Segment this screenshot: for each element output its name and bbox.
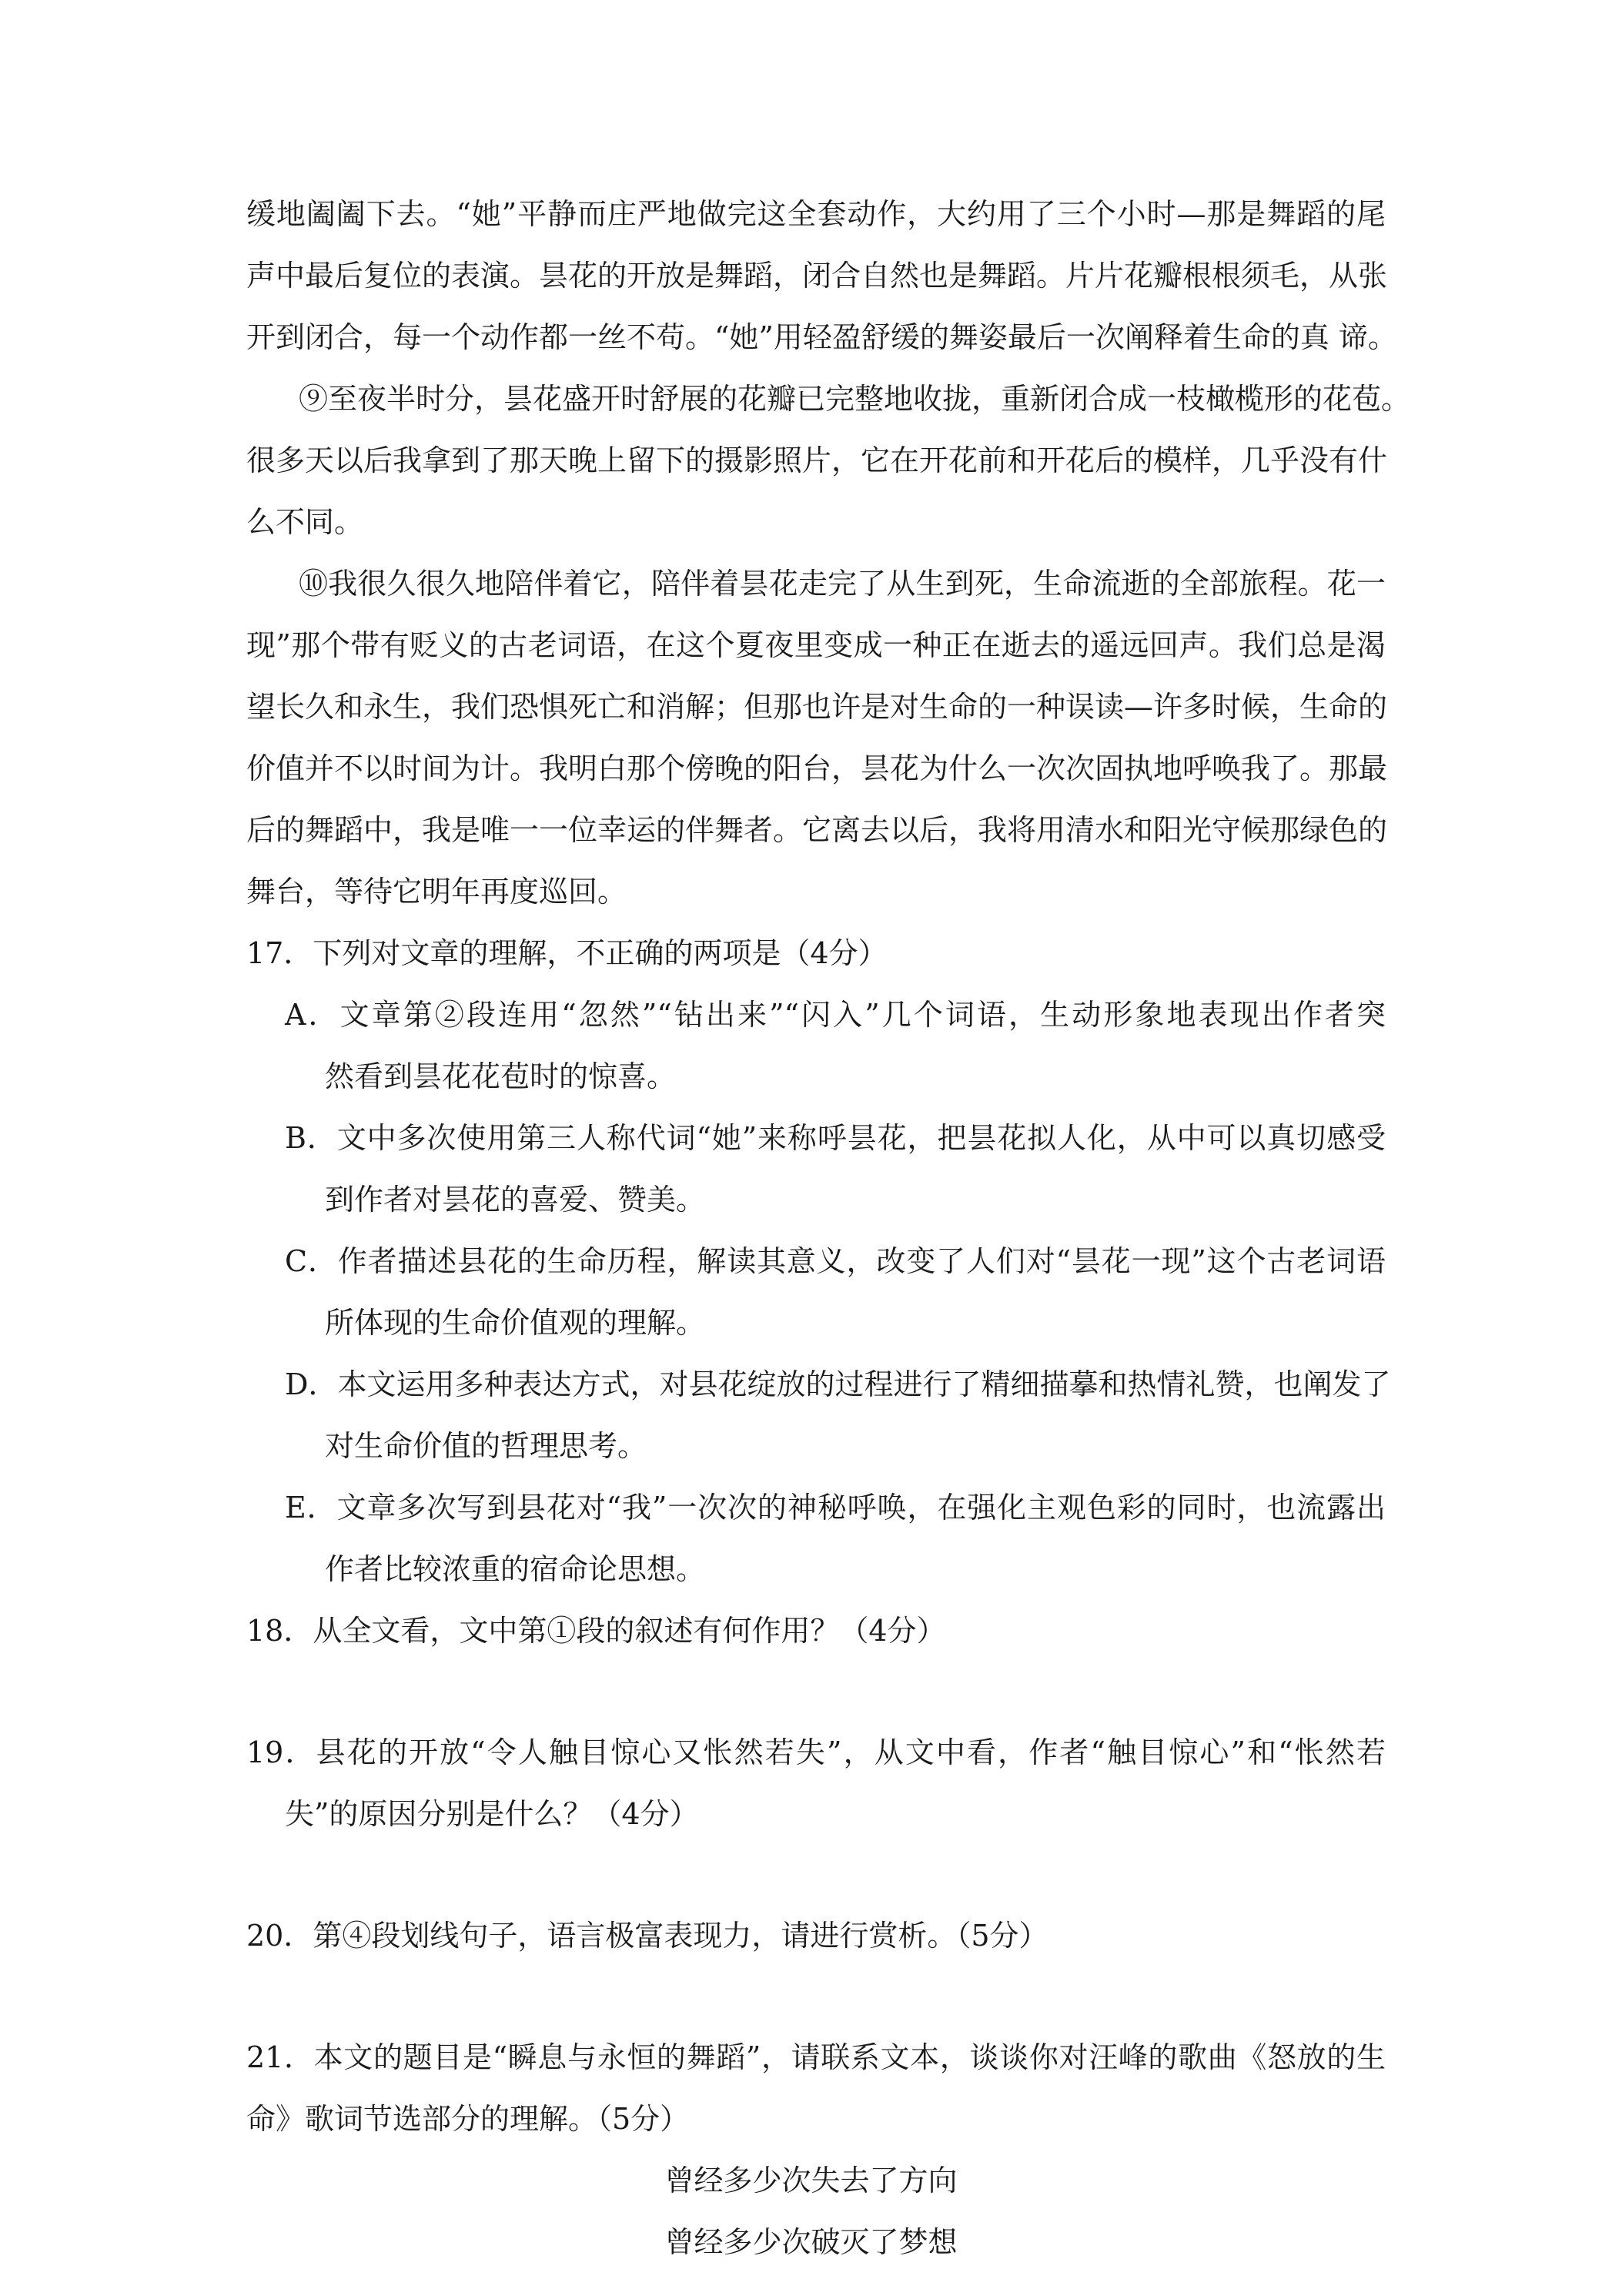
passage-line: 开到闭合，每一个动作都一丝不苟。“她”用轻盈舒缓的舞姿最后一次阐释着生命的真 谛。 xyxy=(246,320,1397,354)
option-a: A．文章第②段连用“忽然”“钻出来”“闪入”几个词语，生动形象地表现出作者突 xyxy=(285,998,1386,1032)
question-18: 18．从全文看，文中第①段的叙述有何作用？（4分） xyxy=(246,1614,946,1648)
option-a-cont: 然看到昙花花苞时的惊喜。 xyxy=(325,1059,677,1093)
option-c: C．作者描述县花的生命历程，解读其意义，改变了人们对“昙花一现”这个古老词语 xyxy=(285,1244,1386,1278)
lyric-line: 曾经多少次失去了方向 xyxy=(664,2164,958,2197)
option-d-cont: 对生命价值的哲理思考。 xyxy=(325,1429,647,1463)
passage-line: 望长久和永生，我们恐惧死亡和消解；但那也许是对生命的一种误读—许多时候，生命的 xyxy=(246,690,1388,724)
question-20: 20．第④段划线句子，语言极富表现力，请进行赏析。（5分） xyxy=(246,1919,1048,1953)
option-e-cont: 作者比较浓重的宿命论思想。 xyxy=(325,1552,706,1586)
question-stem: 17．下列对文章的理解，不正确的两项是（4分） xyxy=(246,936,888,970)
passage-line: 价值并不以时间为计。我明白那个傍晚的阳台，昙花为什么一次次固执地呼唤我了。那最 xyxy=(246,751,1388,785)
question-21-cont: 命》歌词节选部分的理解。（5分） xyxy=(246,2102,690,2136)
question-19: 19．县花的开放“令人触目惊心又怅然若失”，从文中看，作者“触目惊心”和“怅然若 xyxy=(246,1735,1386,1769)
option-d: D．本文运用多种表达方式，对县花绽放的过程进行了精细描摹和热情礼赞，也阐发了 xyxy=(285,1367,1391,1401)
option-e: E．文章多次写到县花对“我”一次次的神秘呼唤，在强化主观色彩的同时，也流露出 xyxy=(285,1491,1386,1525)
passage-line: 么不同。 xyxy=(246,505,364,539)
passage-line: 缓地阖阖下去。“她”平静而庄严地做完这全套动作，大约用了三个小时—那是舞蹈的尾 xyxy=(246,197,1386,231)
question-19-cont: 失”的原因分别是什么？（4分） xyxy=(285,1797,699,1831)
passage-line: 声中最后复位的表演。昙花的开放是舞蹈，闭合自然也是舞蹈。片片花瓣根根须毛，从张 xyxy=(246,259,1388,293)
passage-line: 后的舞蹈中，我是唯一一位幸运的伴舞者。它离去以后，我将用清水和阳光守候那绿色的 xyxy=(246,813,1388,847)
passage-line: ⑩我很久很久地陪伴着它，陪伴着昙花走完了从生到死，生命流逝的全部旅程。花一 xyxy=(299,567,1386,601)
option-b-cont: 到作者对昙花的喜爱、赞美。 xyxy=(325,1183,706,1217)
passage-line: 很多天以后我拿到了那天晚上留下的摄影照片，它在开花前和开花后的模样，几乎没有什 xyxy=(246,443,1388,477)
option-b: B．文中多次使用第三人称代词“她”来称呼昙花，把昙花拟人化，从中可以真切感受 xyxy=(285,1121,1386,1155)
lyric-line: 曾经多少次破灭了梦想 xyxy=(664,2225,958,2259)
question-21: 21．本文的题目是“瞬息与永恒的舞蹈”，请联系文本，谈谈你对汪峰的歌曲《怒放的生 xyxy=(246,2040,1386,2074)
passage-line: 现”那个带有贬义的古老词语，在这个夏夜里变成一种正在逝去的遥远回声。我们总是渴 xyxy=(246,628,1386,662)
option-c-cont: 所体现的生命价值观的理解。 xyxy=(325,1306,706,1340)
passage-line: 舞台，等待它明年再度巡回。 xyxy=(246,875,627,909)
passage-line: ⑨至夜半时分，昙花盛开时舒展的花瓣已完整地收拢，重新闭合成一枝橄榄形的花苞。 xyxy=(299,382,1411,416)
